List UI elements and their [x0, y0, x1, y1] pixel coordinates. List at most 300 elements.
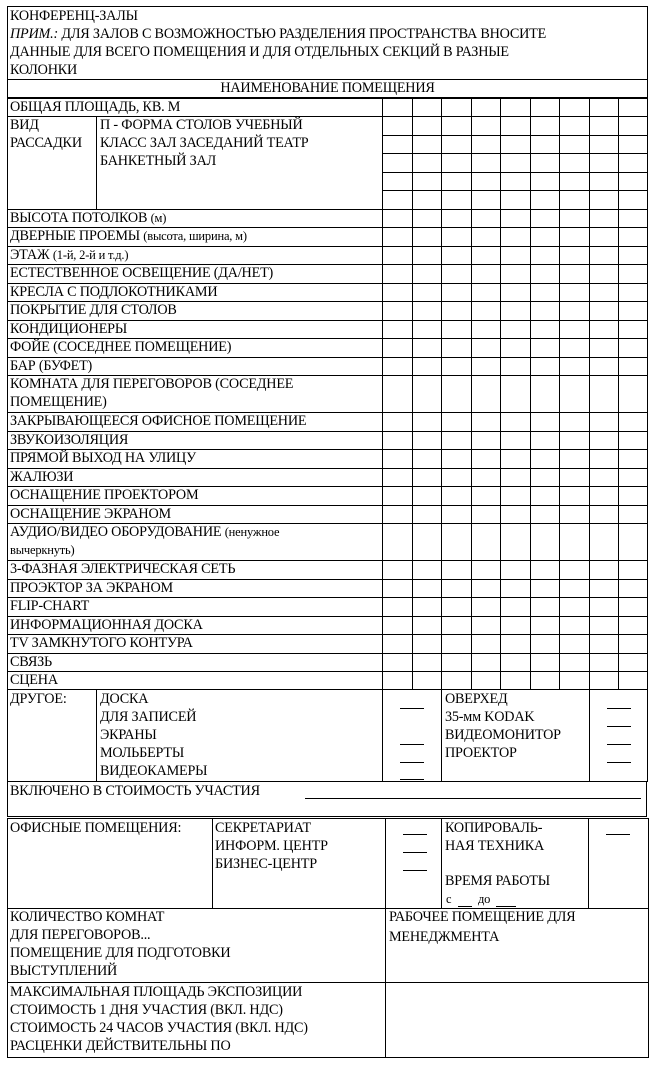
row-cell[interactable]: [530, 412, 560, 431]
row-label: [10, 338, 231, 356]
row-cell[interactable]: [559, 505, 589, 524]
row-cell[interactable]: [500, 597, 530, 616]
total-area-cell[interactable]: [530, 98, 560, 117]
row-cell[interactable]: [530, 653, 560, 672]
seating-cell[interactable]: [559, 190, 589, 209]
row-cell[interactable]: [471, 597, 501, 616]
row-cell[interactable]: [382, 634, 412, 653]
row-cell[interactable]: [589, 616, 619, 635]
row-cell[interactable]: [618, 449, 648, 468]
seating-cell[interactable]: [618, 190, 648, 209]
row-cell[interactable]: [412, 283, 442, 302]
row-cell[interactable]: [382, 301, 412, 320]
row-cell[interactable]: [412, 560, 442, 579]
row-cell[interactable]: [618, 357, 648, 376]
row-cell[interactable]: [559, 449, 589, 468]
row-cell[interactable]: [471, 486, 501, 505]
row-cell[interactable]: [382, 431, 412, 450]
row-cell[interactable]: [412, 357, 442, 376]
row-cell[interactable]: [382, 209, 412, 228]
row-cell[interactable]: [589, 468, 619, 487]
seating-cell[interactable]: [500, 116, 530, 135]
row-cell[interactable]: [412, 301, 442, 320]
row-cell[interactable]: [559, 653, 589, 672]
seating-cell[interactable]: [412, 190, 442, 209]
total-area-cell[interactable]: [589, 98, 619, 117]
row-cell[interactable]: [441, 227, 471, 246]
row-cell[interactable]: [441, 301, 471, 320]
row-cell[interactable]: [618, 468, 648, 487]
row-cell[interactable]: [500, 653, 530, 672]
row-cell[interactable]: [530, 301, 560, 320]
seating-cell[interactable]: [589, 116, 619, 135]
row-cell[interactable]: [530, 375, 560, 412]
seating-cell[interactable]: [589, 190, 619, 209]
row-cell[interactable]: [441, 597, 471, 616]
row-cell[interactable]: [559, 523, 589, 560]
row-cell[interactable]: [412, 449, 442, 468]
row-cell[interactable]: [500, 264, 530, 283]
row-cell[interactable]: [412, 227, 442, 246]
row-cell[interactable]: [589, 375, 619, 412]
row-cell[interactable]: [530, 320, 560, 339]
seating-cell[interactable]: [530, 135, 560, 154]
fill-in-blank[interactable]: [403, 870, 427, 871]
row-cell[interactable]: [530, 227, 560, 246]
row-cell[interactable]: [559, 671, 589, 690]
row-cell[interactable]: [500, 616, 530, 635]
row-cell[interactable]: [559, 579, 589, 598]
row-cell[interactable]: [589, 634, 619, 653]
row-cell[interactable]: [412, 338, 442, 357]
seating-cell[interactable]: [382, 116, 412, 135]
row-cell[interactable]: [471, 449, 501, 468]
row-cell[interactable]: [382, 449, 412, 468]
seating-cell[interactable]: [530, 190, 560, 209]
seating-cell[interactable]: [618, 172, 648, 191]
row-cell[interactable]: [412, 634, 442, 653]
row-cell[interactable]: [441, 338, 471, 357]
row-cell[interactable]: [530, 671, 560, 690]
row-cell[interactable]: [412, 523, 442, 560]
row-cell[interactable]: [382, 579, 412, 598]
fill-in-blank[interactable]: [400, 762, 424, 763]
row-label-main: КРЕСЛА С ПОДЛОКОТНИКАМИ: [10, 283, 218, 300]
fill-in-blank[interactable]: [607, 762, 631, 763]
row-cell[interactable]: [589, 523, 619, 560]
seating-cell[interactable]: [382, 172, 412, 191]
total-area-cell[interactable]: [382, 98, 412, 117]
row-cell[interactable]: [412, 505, 442, 524]
divider: [441, 818, 442, 909]
row-cell[interactable]: [589, 653, 619, 672]
row-cell[interactable]: [471, 634, 501, 653]
row-cell[interactable]: [382, 560, 412, 579]
row-cell[interactable]: [441, 431, 471, 450]
bottom-right-1-line: РАБОЧЕЕ ПОМЕЩЕНИЕ ДЛЯ: [389, 909, 576, 925]
row-cell[interactable]: [618, 283, 648, 302]
row-cell[interactable]: [500, 431, 530, 450]
row-cell[interactable]: [412, 597, 442, 616]
seating-cell[interactable]: [530, 116, 560, 135]
seating-cell[interactable]: [559, 135, 589, 154]
row-cell[interactable]: [500, 301, 530, 320]
row-cell[interactable]: [618, 616, 648, 635]
seating-cell[interactable]: [382, 190, 412, 209]
row-cell[interactable]: [589, 671, 619, 690]
row-cell[interactable]: [441, 486, 471, 505]
row-cell[interactable]: [382, 283, 412, 302]
seating-cell[interactable]: [618, 135, 648, 154]
note-line-1: [10, 25, 546, 43]
row-cell[interactable]: [589, 579, 619, 598]
row-cell[interactable]: [500, 449, 530, 468]
row-cell[interactable]: [530, 505, 560, 524]
row-cell[interactable]: [559, 468, 589, 487]
seating-cell[interactable]: [530, 172, 560, 191]
row-cell[interactable]: [618, 375, 648, 412]
row-cell[interactable]: [618, 634, 648, 653]
seating-cell[interactable]: [559, 172, 589, 191]
row-cell[interactable]: [500, 338, 530, 357]
row-label-main: ФОЙЕ (СОСЕДНЕЕ ПОМЕЩЕНИЕ): [10, 339, 232, 355]
row-cell[interactable]: [530, 449, 560, 468]
row-cell[interactable]: [618, 597, 648, 616]
seating-cell[interactable]: [559, 116, 589, 135]
row-cell[interactable]: [382, 616, 412, 635]
row-cell[interactable]: [589, 209, 619, 228]
column-line: [530, 98, 531, 690]
row-cell[interactable]: [559, 597, 589, 616]
row-cell[interactable]: [530, 616, 560, 635]
row-cell[interactable]: [441, 320, 471, 339]
row-cell[interactable]: [530, 357, 560, 376]
row-cell[interactable]: [530, 560, 560, 579]
working-hours-to-input[interactable]: [496, 906, 516, 907]
row-cell[interactable]: [618, 320, 648, 339]
seating-cell[interactable]: [412, 135, 442, 154]
row-cell[interactable]: [618, 579, 648, 598]
fill-in-blank[interactable]: [400, 744, 424, 745]
fill-in-blank[interactable]: [400, 779, 424, 780]
seating-cell[interactable]: [589, 153, 619, 172]
row-cell[interactable]: [559, 338, 589, 357]
row-cell[interactable]: [500, 671, 530, 690]
row-cell[interactable]: [412, 653, 442, 672]
included-input-line[interactable]: [305, 798, 641, 799]
row-cell[interactable]: [589, 227, 619, 246]
seating-cell[interactable]: [441, 135, 471, 154]
bottom-left-2-line: РАСЦЕНКИ ДЕЙСТВИТЕЛЬНЫ ПО: [10, 1038, 231, 1054]
row-cell[interactable]: [618, 653, 648, 672]
row-cell[interactable]: [382, 523, 412, 560]
seating-cell[interactable]: [441, 172, 471, 191]
seating-cell[interactable]: [500, 172, 530, 191]
seating-cell[interactable]: [412, 172, 442, 191]
row-cell[interactable]: [471, 560, 501, 579]
row-cell[interactable]: [412, 431, 442, 450]
seating-cell[interactable]: [471, 135, 501, 154]
row-cell[interactable]: [471, 375, 501, 412]
row-cell[interactable]: [382, 264, 412, 283]
row-cell[interactable]: [412, 468, 442, 487]
row-cell[interactable]: [618, 560, 648, 579]
row-cell[interactable]: [559, 634, 589, 653]
row-cell[interactable]: [618, 523, 648, 560]
row-cell[interactable]: [500, 468, 530, 487]
row-cell[interactable]: [412, 616, 442, 635]
row-cell[interactable]: [441, 375, 471, 412]
total-area-cell[interactable]: [559, 98, 589, 117]
row-cell[interactable]: [500, 246, 530, 265]
fill-in-blank[interactable]: [403, 852, 427, 853]
row-cell[interactable]: [412, 412, 442, 431]
row-cell[interactable]: [618, 264, 648, 283]
row-cell[interactable]: [559, 301, 589, 320]
total-area-cell[interactable]: [471, 98, 501, 117]
row-cell[interactable]: [559, 412, 589, 431]
row-cell[interactable]: [382, 227, 412, 246]
row-cell[interactable]: [530, 431, 560, 450]
row-cell[interactable]: [500, 505, 530, 524]
row-cell[interactable]: [559, 283, 589, 302]
row-cell[interactable]: [441, 505, 471, 524]
seating-cell[interactable]: [382, 135, 412, 154]
row-cell[interactable]: [441, 449, 471, 468]
row-cell[interactable]: [559, 264, 589, 283]
row-cell[interactable]: [382, 375, 412, 412]
row-cell[interactable]: [471, 468, 501, 487]
row-cell[interactable]: [618, 338, 648, 357]
seating-cell[interactable]: [382, 153, 412, 172]
seating-cell[interactable]: [471, 153, 501, 172]
row-cell[interactable]: [412, 320, 442, 339]
row-cell[interactable]: [530, 486, 560, 505]
row-cell[interactable]: [500, 357, 530, 376]
row-cell[interactable]: [471, 283, 501, 302]
row-cell[interactable]: [471, 338, 501, 357]
row-cell[interactable]: [441, 560, 471, 579]
row-cell[interactable]: [441, 671, 471, 690]
row-cell[interactable]: [589, 505, 619, 524]
row-cell[interactable]: [530, 283, 560, 302]
row-cell[interactable]: [500, 523, 530, 560]
row-cell[interactable]: [471, 357, 501, 376]
row-cell[interactable]: [382, 412, 412, 431]
row-cell[interactable]: [618, 209, 648, 228]
row-cell[interactable]: [471, 301, 501, 320]
row-cell[interactable]: [500, 412, 530, 431]
row-cell[interactable]: [471, 431, 501, 450]
seating-cell[interactable]: [471, 172, 501, 191]
row-cell[interactable]: [618, 671, 648, 690]
bottom-right-2-value[interactable]: [387, 984, 647, 1056]
row-cell[interactable]: [530, 338, 560, 357]
row-cell[interactable]: [471, 227, 501, 246]
row-cell[interactable]: [441, 357, 471, 376]
row-cell[interactable]: [471, 505, 501, 524]
row-cell[interactable]: [500, 283, 530, 302]
row-cell[interactable]: [441, 412, 471, 431]
row-cell[interactable]: [618, 486, 648, 505]
row-cell[interactable]: [412, 246, 442, 265]
row-cell[interactable]: [500, 227, 530, 246]
row-cell[interactable]: [500, 320, 530, 339]
row-cell[interactable]: [530, 634, 560, 653]
row-cell[interactable]: [471, 616, 501, 635]
row-cell[interactable]: [441, 616, 471, 635]
row-cell[interactable]: [530, 209, 560, 228]
row-label-main: КОМНАТА ДЛЯ ПЕРЕГОВОРОВ (СОСЕДНЕЕ: [10, 376, 294, 392]
row-cell[interactable]: [382, 246, 412, 265]
seating-cell[interactable]: [441, 153, 471, 172]
total-area-cell[interactable]: [412, 98, 442, 117]
row-cell[interactable]: [530, 523, 560, 560]
fill-in-blank[interactable]: [403, 834, 427, 835]
row-cell[interactable]: [382, 505, 412, 524]
row-cell[interactable]: [412, 375, 442, 412]
row-cell[interactable]: [471, 320, 501, 339]
row-cell[interactable]: [382, 468, 412, 487]
row-cell[interactable]: [559, 246, 589, 265]
row-cell[interactable]: [618, 412, 648, 431]
row-cell[interactable]: [530, 246, 560, 265]
row-cell[interactable]: [412, 209, 442, 228]
row-cell[interactable]: [589, 320, 619, 339]
seating-cell[interactable]: [500, 153, 530, 172]
row-label-main: ДВЕРНЫЕ ПРОЕМЫ: [10, 228, 144, 244]
row-cell[interactable]: [618, 227, 648, 246]
row-cell[interactable]: [441, 468, 471, 487]
row-cell[interactable]: [382, 338, 412, 357]
row-cell[interactable]: [412, 579, 442, 598]
seating-cell[interactable]: [500, 135, 530, 154]
row-cell[interactable]: [589, 301, 619, 320]
row-cell[interactable]: [471, 523, 501, 560]
seating-cell[interactable]: [412, 153, 442, 172]
fill-in-blank[interactable]: [606, 834, 630, 835]
row-cell[interactable]: [471, 653, 501, 672]
row-cell[interactable]: [500, 579, 530, 598]
row-cell[interactable]: [500, 375, 530, 412]
row-cell[interactable]: [618, 431, 648, 450]
fill-in-blank[interactable]: [400, 708, 424, 709]
seating-cell[interactable]: [471, 190, 501, 209]
working-hours-from-input[interactable]: [458, 906, 472, 907]
row-cell[interactable]: [559, 227, 589, 246]
row-cell[interactable]: [382, 671, 412, 690]
row-cell[interactable]: [559, 357, 589, 376]
row-cell[interactable]: [559, 320, 589, 339]
row-cell[interactable]: [382, 320, 412, 339]
row-cell[interactable]: [589, 283, 619, 302]
row-cell[interactable]: [559, 375, 589, 412]
included-input[interactable]: [305, 782, 641, 798]
row-cell[interactable]: [382, 486, 412, 505]
seating-cell[interactable]: [589, 172, 619, 191]
row-cell[interactable]: [530, 579, 560, 598]
fill-in-blank[interactable]: [607, 708, 631, 709]
seating-cell[interactable]: [441, 190, 471, 209]
seating-cell[interactable]: [618, 153, 648, 172]
row-cell[interactable]: [441, 264, 471, 283]
row-cell[interactable]: [441, 246, 471, 265]
row-cell[interactable]: [559, 616, 589, 635]
seating-cell[interactable]: [412, 116, 442, 135]
row-cell[interactable]: [589, 338, 619, 357]
row-cell[interactable]: [589, 560, 619, 579]
row-cell[interactable]: [441, 523, 471, 560]
row-cell[interactable]: [589, 449, 619, 468]
row-cell[interactable]: [559, 209, 589, 228]
row-cell[interactable]: [618, 301, 648, 320]
row-cell[interactable]: [559, 486, 589, 505]
row-cell[interactable]: [530, 468, 560, 487]
total-area-cell[interactable]: [441, 98, 471, 117]
total-area-cell[interactable]: [500, 98, 530, 117]
row-cell[interactable]: [471, 671, 501, 690]
fill-in-blank[interactable]: [607, 744, 631, 745]
row-cell[interactable]: [500, 560, 530, 579]
row-cell[interactable]: [559, 560, 589, 579]
seating-cell[interactable]: [441, 116, 471, 135]
row-cell[interactable]: [589, 597, 619, 616]
row-cell[interactable]: [471, 579, 501, 598]
row-cell[interactable]: [589, 431, 619, 450]
row-cell[interactable]: [471, 264, 501, 283]
row-cell[interactable]: [589, 357, 619, 376]
row-cell[interactable]: [589, 246, 619, 265]
row-cell[interactable]: [559, 431, 589, 450]
row-cell[interactable]: [382, 653, 412, 672]
row-cell[interactable]: [589, 264, 619, 283]
fill-in-blank[interactable]: [607, 726, 631, 727]
seating-cell[interactable]: [618, 116, 648, 135]
row-cell[interactable]: [530, 264, 560, 283]
row-cell[interactable]: [441, 634, 471, 653]
row-cell[interactable]: [412, 671, 442, 690]
row-cell[interactable]: [500, 634, 530, 653]
row-cell[interactable]: [618, 246, 648, 265]
row-label-note: (м): [150, 210, 167, 225]
row-cell[interactable]: [441, 209, 471, 228]
row-cell[interactable]: [441, 579, 471, 598]
seating-cell[interactable]: [559, 153, 589, 172]
row-cell[interactable]: [530, 597, 560, 616]
row-cell[interactable]: [500, 209, 530, 228]
seating-cell[interactable]: [530, 153, 560, 172]
row-label-main: ЗАКРЫВАЮЩЕЕСЯ ОФИСНОЕ ПОМЕЩЕНИЕ: [10, 413, 307, 429]
row-cell[interactable]: [412, 486, 442, 505]
seating-cell[interactable]: [500, 190, 530, 209]
seating-cell[interactable]: [471, 116, 501, 135]
row-cell[interactable]: [589, 412, 619, 431]
row-cell[interactable]: [441, 653, 471, 672]
row-cell[interactable]: [589, 486, 619, 505]
row-cell[interactable]: [618, 505, 648, 524]
seating-cell[interactable]: [589, 135, 619, 154]
row-cell[interactable]: [382, 597, 412, 616]
total-area-cell[interactable]: [618, 98, 648, 117]
row-cell[interactable]: [441, 283, 471, 302]
row-cell[interactable]: [382, 357, 412, 376]
row-cell[interactable]: [471, 246, 501, 265]
row-cell[interactable]: [412, 264, 442, 283]
row-cell[interactable]: [500, 486, 530, 505]
row-cell[interactable]: [471, 209, 501, 228]
row-cell[interactable]: [471, 412, 501, 431]
row-label: [10, 375, 293, 393]
